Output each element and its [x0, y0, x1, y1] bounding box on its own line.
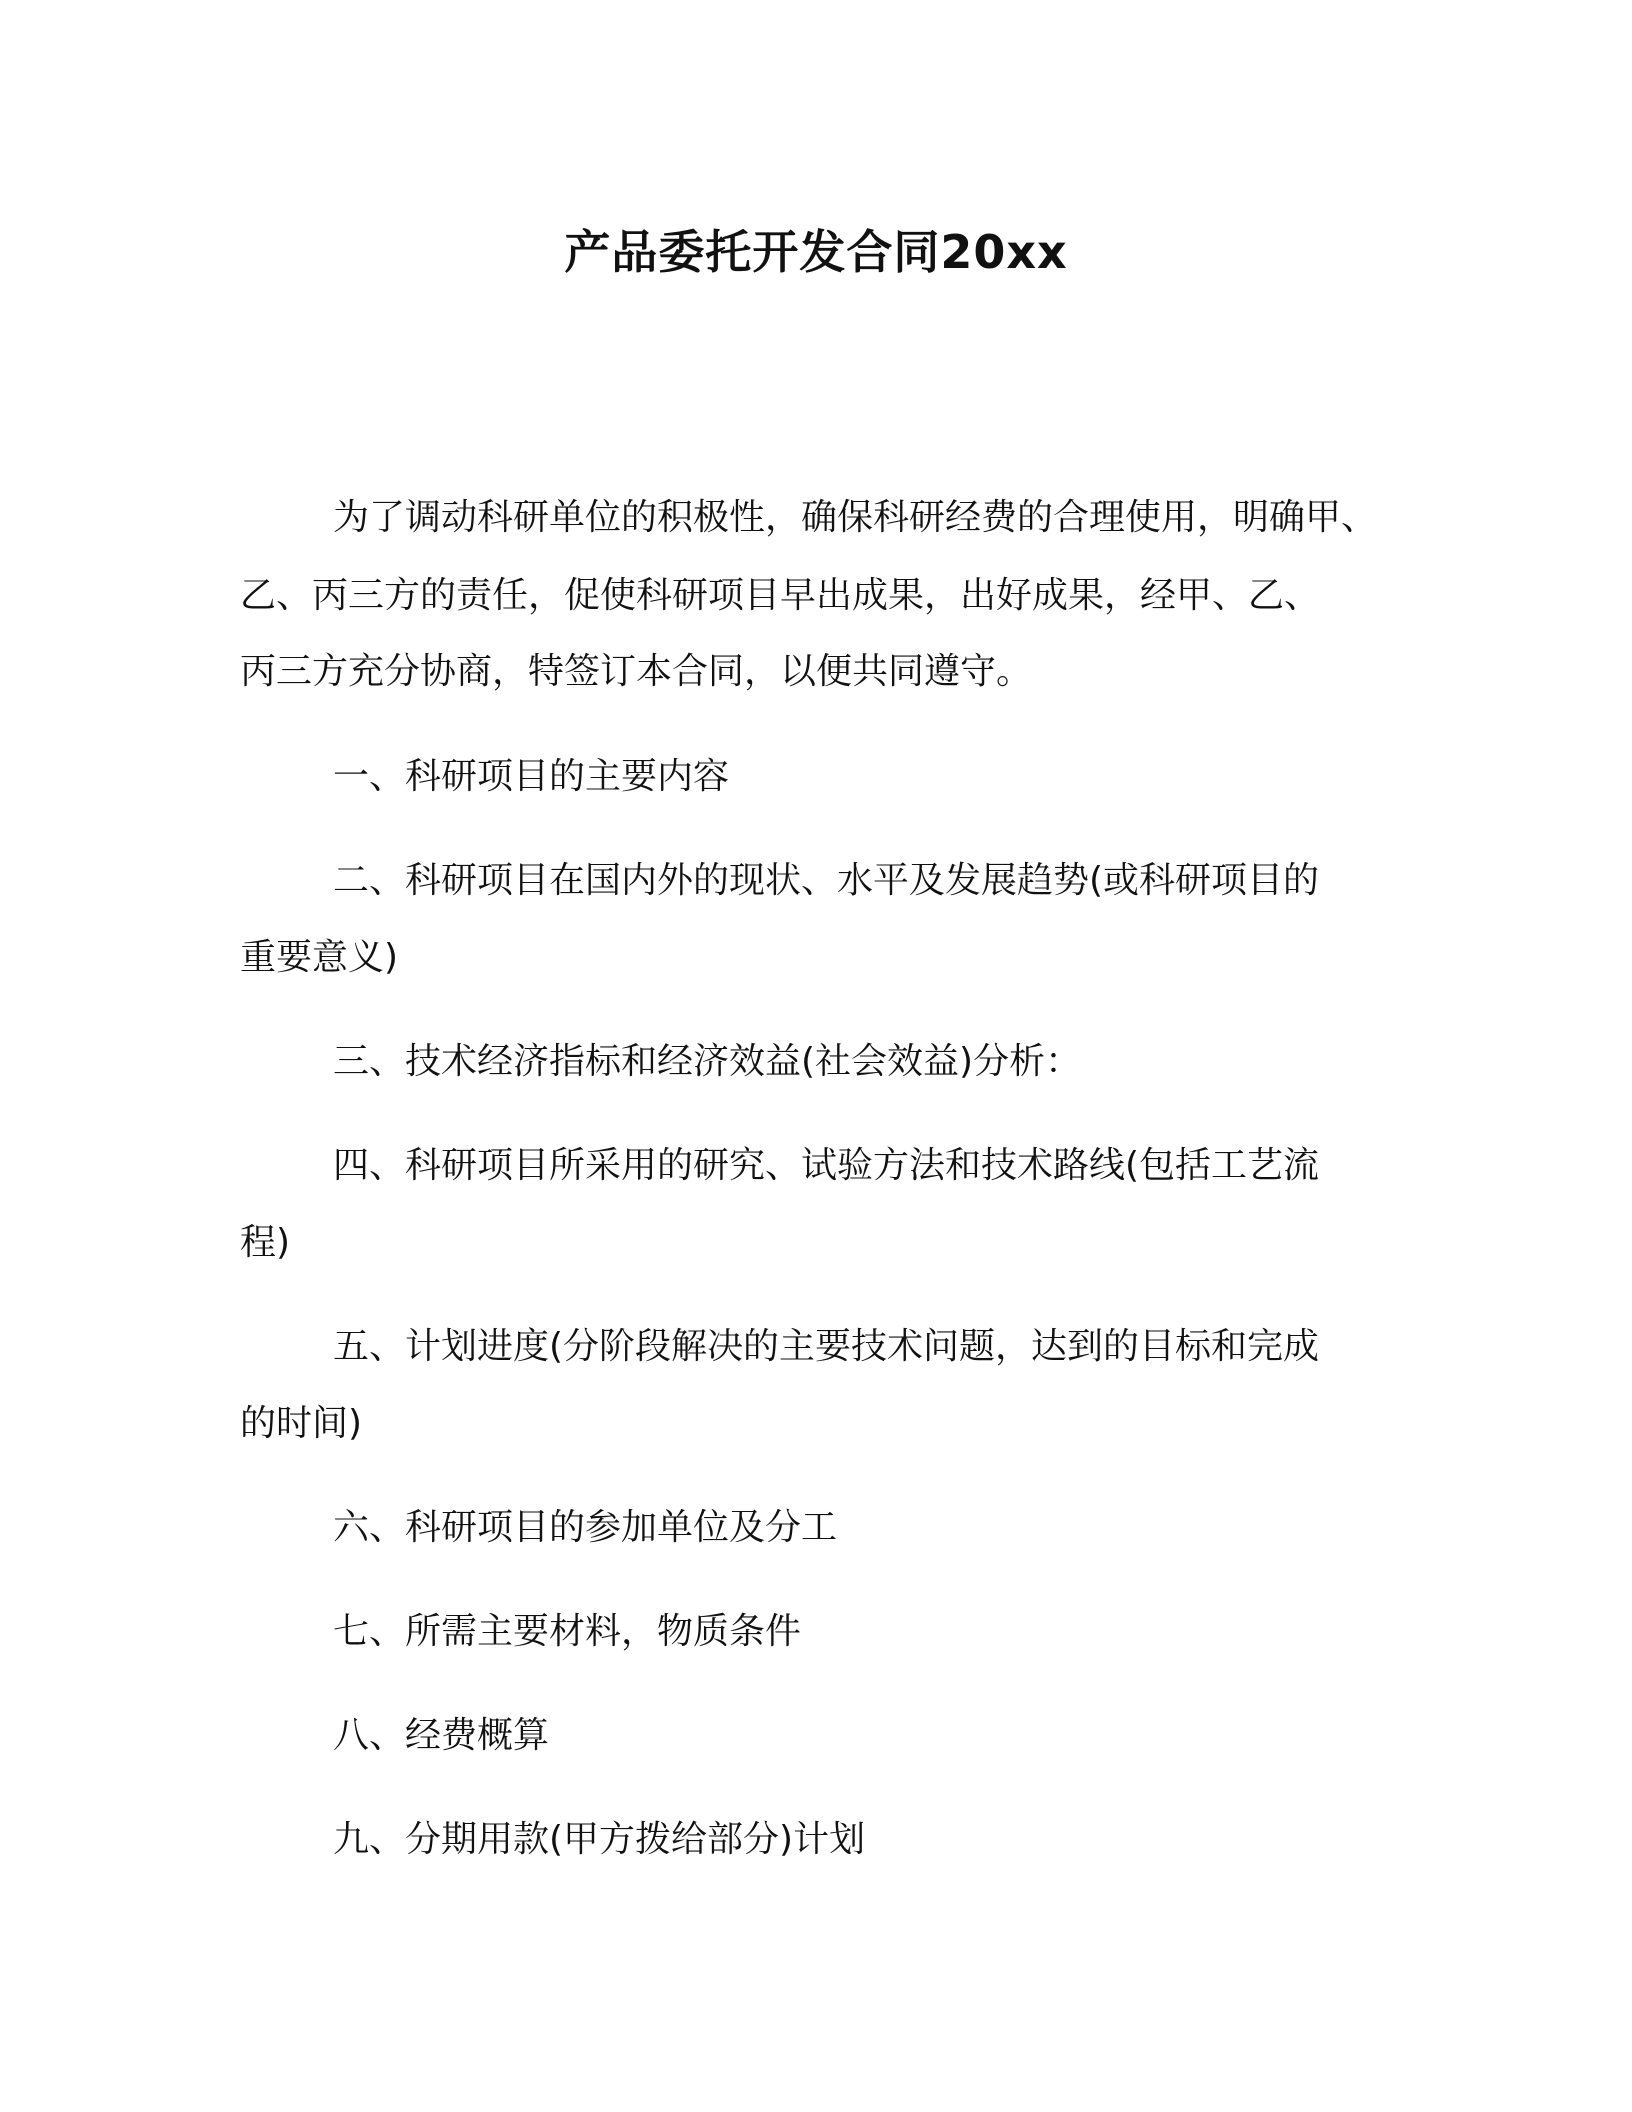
section-4-line-1: 四、科研项目所采用的研究、试验方法和技术路线(包括工艺流 — [333, 1145, 1320, 1186]
section-6-line-1: 六、科研项目的参加单位及分工 — [333, 1507, 838, 1548]
intro-line-3: 丙三方充分协商，特签订本合同，以便共同遵守。 — [240, 651, 1033, 692]
section-2-line-2: 重要意义) — [240, 937, 399, 978]
intro-line-1: 为了调动科研单位的积极性，确保科研经费的合理使用，明确甲、 — [333, 497, 1378, 538]
document-title: 产品委托开发合同20xx — [564, 225, 1068, 279]
section-4-line-2: 程) — [240, 1222, 291, 1263]
section-1-line-1: 一、科研项目的主要内容 — [333, 756, 730, 797]
intro-line-2: 乙、丙三方的责任，促使科研项目早出成果，出好成果，经甲、乙、 — [240, 575, 1321, 616]
section-2-line-1: 二、科研项目在国内外的现状、水平及发展趋势(或科研项目的 — [333, 860, 1320, 901]
section-9-line-1: 九、分期用款(甲方拨给部分)计划 — [333, 1819, 866, 1860]
section-5-line-1: 五、计划进度(分阶段解决的主要技术问题，达到的目标和完成 — [333, 1326, 1320, 1367]
section-7-line-1: 七、所需主要材料，物质条件 — [333, 1611, 802, 1652]
section-3-line-1: 三、技术经济指标和经济效益(社会效益)分析： — [333, 1041, 1082, 1082]
section-5-line-2: 的时间) — [240, 1403, 363, 1444]
section-8-line-1: 八、经费概算 — [333, 1715, 550, 1756]
